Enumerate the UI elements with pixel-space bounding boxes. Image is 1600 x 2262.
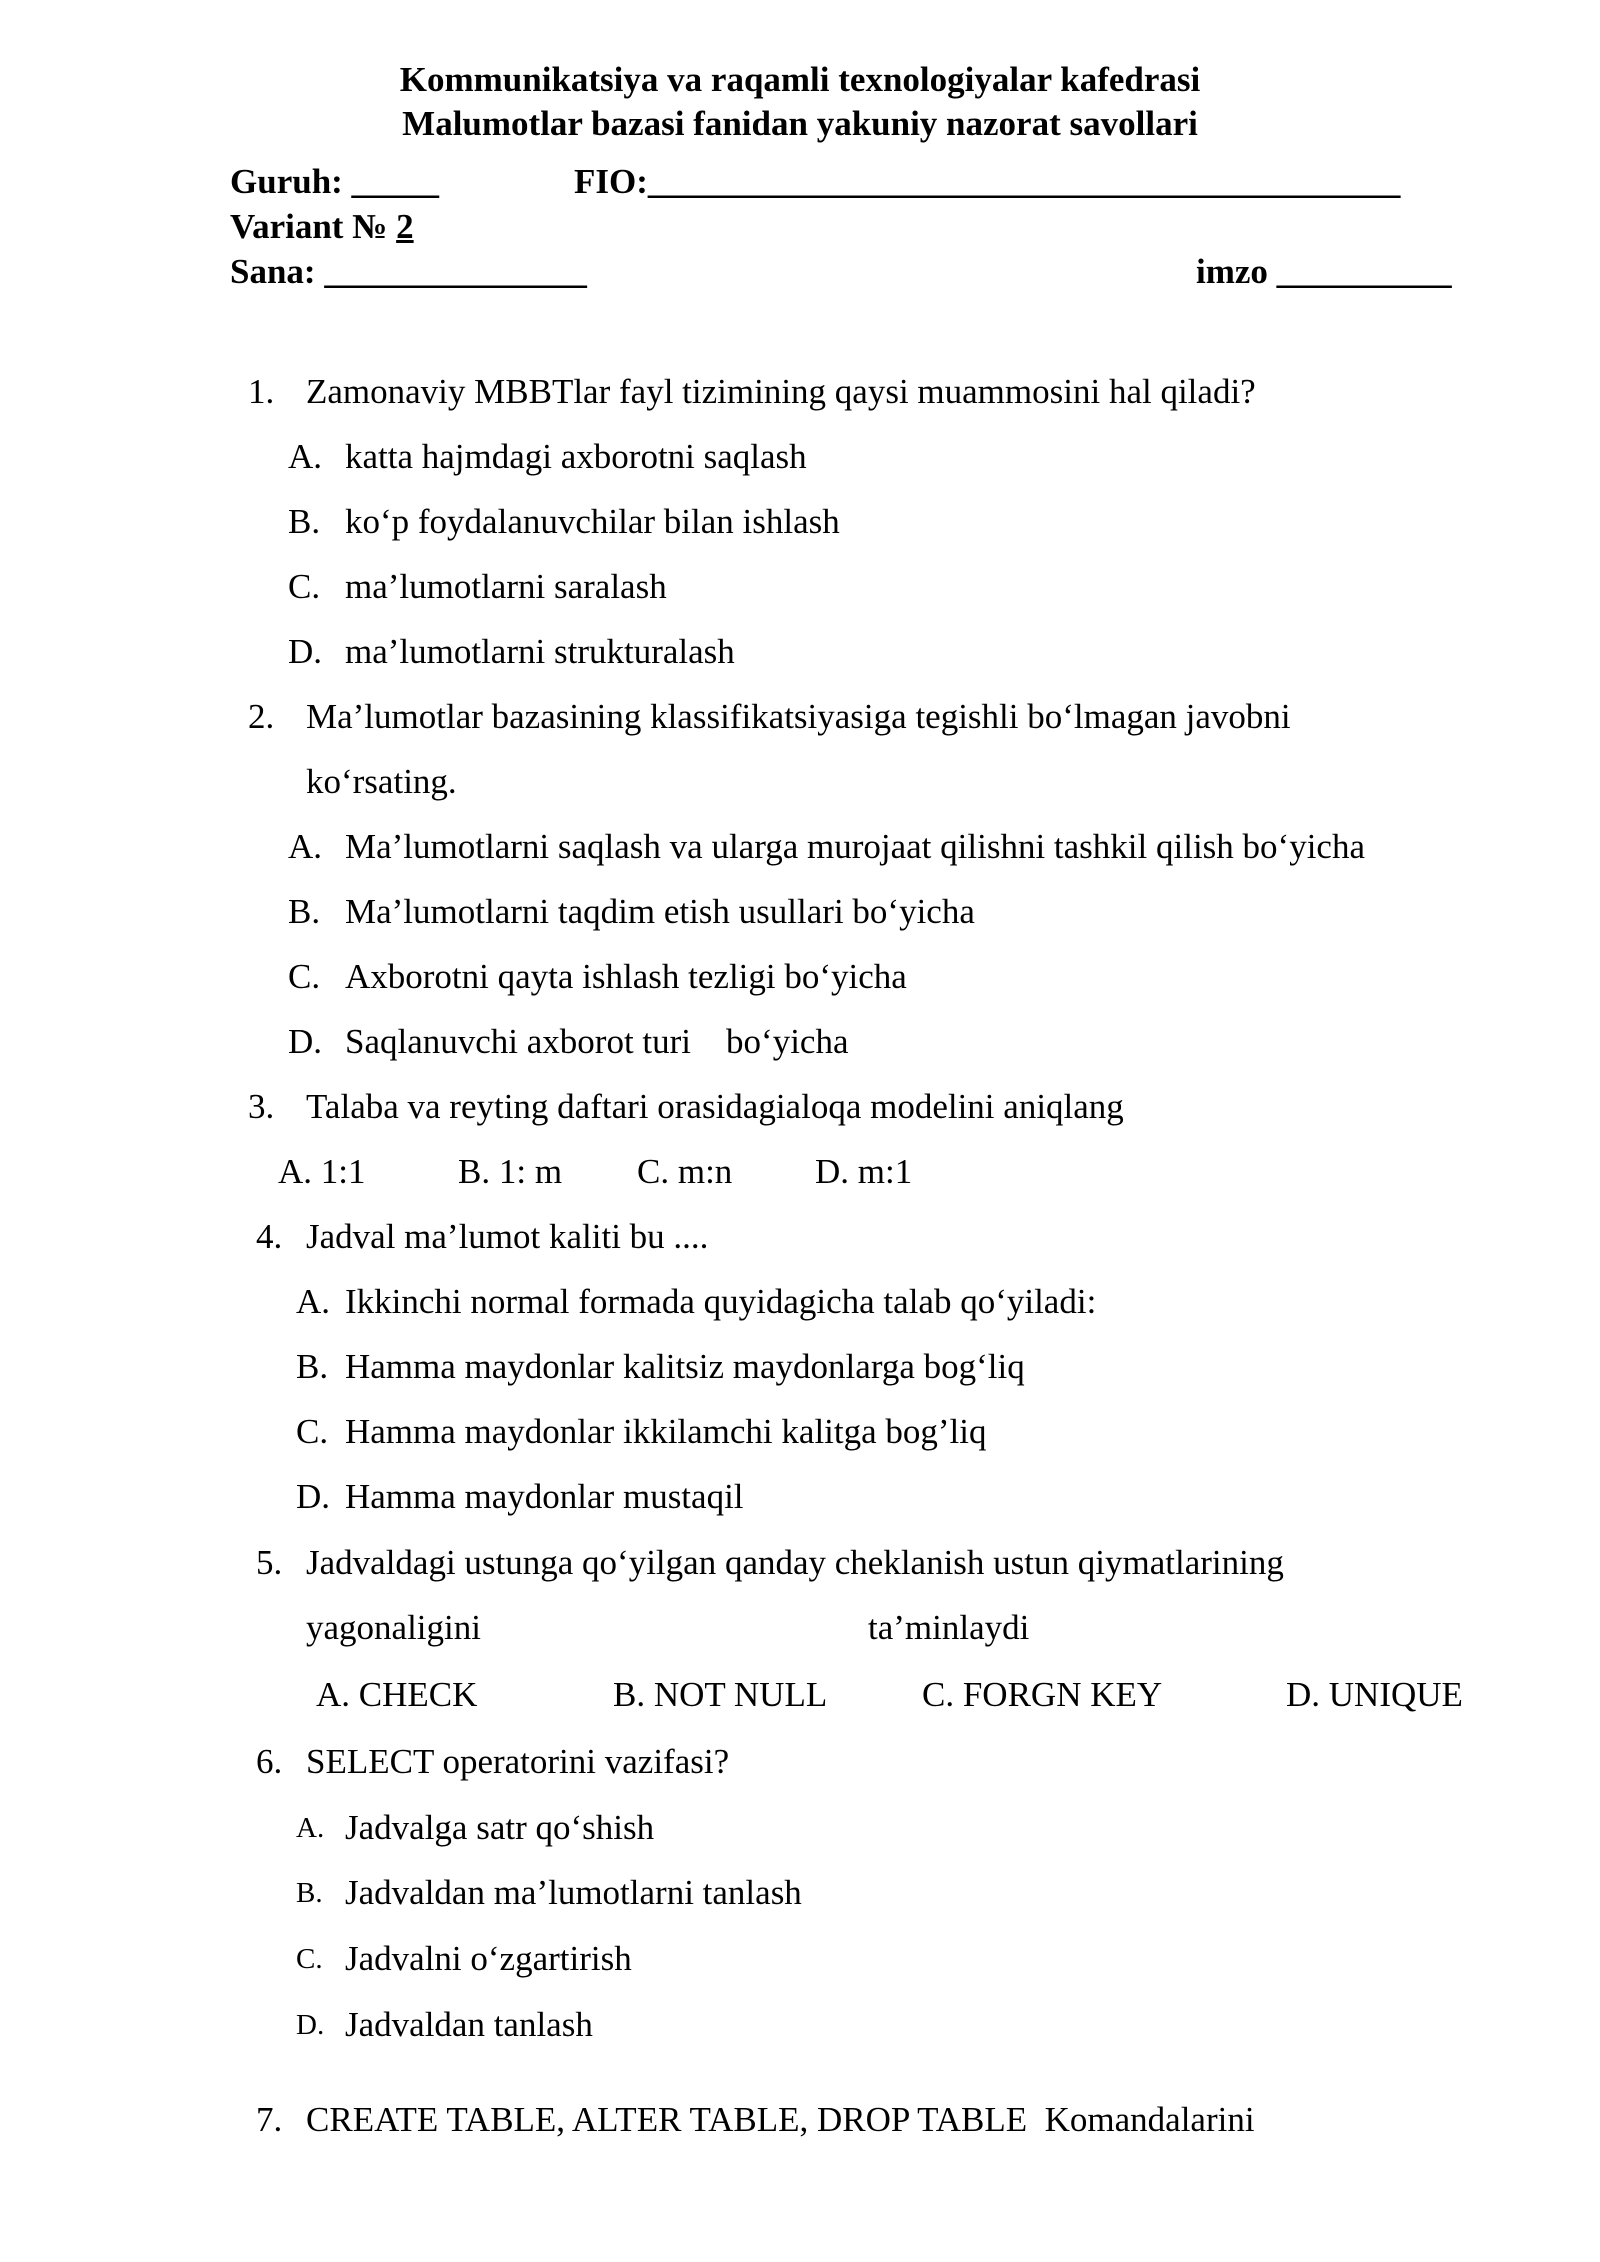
- option-letter: C.: [288, 957, 321, 996]
- exam-title: Malumotlar bazasi fanidan yakuniy nazorat savollari: [402, 104, 1198, 143]
- department-title: Kommunikatsiya va raqamli texnologiyalar kafedrasi: [399, 60, 1201, 99]
- option-text: Axborotni qayta ishlash tezligi bo‘yicha: [345, 957, 907, 996]
- option-text: ko‘p foydalanuvchilar bilan ishlash: [345, 502, 840, 541]
- option-letter: A.: [288, 437, 323, 476]
- question-number: 1.: [248, 372, 275, 411]
- option-text: Ma’lumotlarni taqdim etish usullari bo‘yicha: [345, 892, 975, 931]
- option-letter: A.: [296, 1282, 331, 1321]
- option-text: Jadvalga satr qo‘shish: [345, 1808, 655, 1847]
- question-text-continued: ta’minlaydi: [868, 1608, 1030, 1647]
- option-text: B. NOT NULL: [613, 1675, 828, 1714]
- question-number: 5.: [256, 1543, 283, 1582]
- option-letter: C.: [296, 1943, 323, 1975]
- question-number: 7.: [256, 2100, 283, 2139]
- option-letter: C.: [296, 1412, 329, 1451]
- question-text-continued: yagonaligini: [306, 1608, 481, 1647]
- question-number: 4.: [256, 1217, 283, 1256]
- option-text: C. m:n: [637, 1152, 733, 1191]
- option-letter: A.: [296, 1812, 325, 1844]
- option-text: D. m:1: [815, 1152, 913, 1191]
- variant-field: [230, 205, 414, 249]
- option-text: Hamma maydonlar ikkilamchi kalitga bog’liq: [345, 1412, 987, 1451]
- option-text: katta hajmdagi axborotni saqlash: [345, 437, 807, 476]
- option-text: B. 1: m: [458, 1152, 563, 1191]
- option-text: Jadvaldan ma’lumotlarni tanlash: [345, 1873, 802, 1912]
- question-text: Zamonaviy MBBTlar fayl tizimining qaysi muammosini hal qiladi?: [306, 372, 1256, 411]
- question-text: CREATE TABLE, ALTER TABLE, DROP TABLE Komandalarini: [306, 2100, 1255, 2139]
- question-number: 2.: [248, 697, 275, 736]
- option-letter: D.: [288, 1022, 323, 1061]
- option-letter: D.: [296, 1477, 331, 1516]
- option-letter: B.: [296, 1347, 329, 1386]
- group-field: Guruh: _____: [230, 162, 440, 201]
- option-letter: B.: [296, 1877, 323, 1909]
- question-text: Jadval ma’lumot kaliti bu ....: [306, 1217, 709, 1256]
- option-text: Hamma maydonlar mustaqil: [345, 1477, 744, 1516]
- option-text: Jadvaldan tanlash: [345, 2005, 593, 2044]
- option-text: A. 1:1: [278, 1152, 366, 1191]
- variant-number: 2: [396, 207, 414, 246]
- question-text: SELECT operatorini vazifasi?: [306, 1742, 730, 1781]
- option-text: A. CHECK: [316, 1675, 478, 1714]
- option-letter: D.: [296, 2009, 325, 2041]
- date-field: Sana: _______________: [230, 252, 587, 291]
- option-letter: B.: [288, 892, 321, 931]
- question-number: 3.: [248, 1087, 275, 1126]
- variant-label: Variant №: [230, 207, 388, 246]
- signature-field: imzo __________: [1196, 252, 1452, 291]
- option-text: C. FORGN KEY: [922, 1675, 1163, 1714]
- option-text: Jadvalni o‘zgartirish: [345, 1939, 632, 1978]
- option-letter: C.: [288, 567, 321, 606]
- question-text: Talaba va reyting daftari orasidagialoqa modelini aniqlang: [306, 1087, 1124, 1126]
- option-text: Ma’lumotlarni saqlash va ularga murojaat qilishni tashkil qilish bo‘yicha: [345, 827, 1365, 866]
- option-text: ma’lumotlarni saralash: [345, 567, 667, 606]
- option-letter: D.: [288, 632, 323, 671]
- question-text: Ma’lumotlar bazasining klassifikatsiyasiga tegishli bo‘lmagan javobni: [306, 697, 1291, 736]
- option-text: Hamma maydonlar kalitsiz maydonlarga bog‘liq: [345, 1347, 1025, 1386]
- question-text-continued: ko‘rsating.: [306, 762, 457, 801]
- question-number: 6.: [256, 1742, 283, 1781]
- option-letter: B.: [288, 502, 321, 541]
- option-letter: A.: [288, 827, 323, 866]
- fio-field: FIO:___________________________________________: [574, 162, 1401, 201]
- option-text: ma’lumotlarni strukturalash: [345, 632, 735, 671]
- option-text: Ikkinchi normal formada quyidagicha talab qo‘yiladi:: [345, 1282, 1097, 1321]
- option-text: D. UNIQUE: [1286, 1675, 1463, 1714]
- question-text: Jadvaldagi ustunga qo‘yilgan qanday cheklanish ustun qiymatlarining: [306, 1543, 1284, 1582]
- option-text: Saqlanuvchi axborot turi bo‘yicha: [345, 1022, 849, 1061]
